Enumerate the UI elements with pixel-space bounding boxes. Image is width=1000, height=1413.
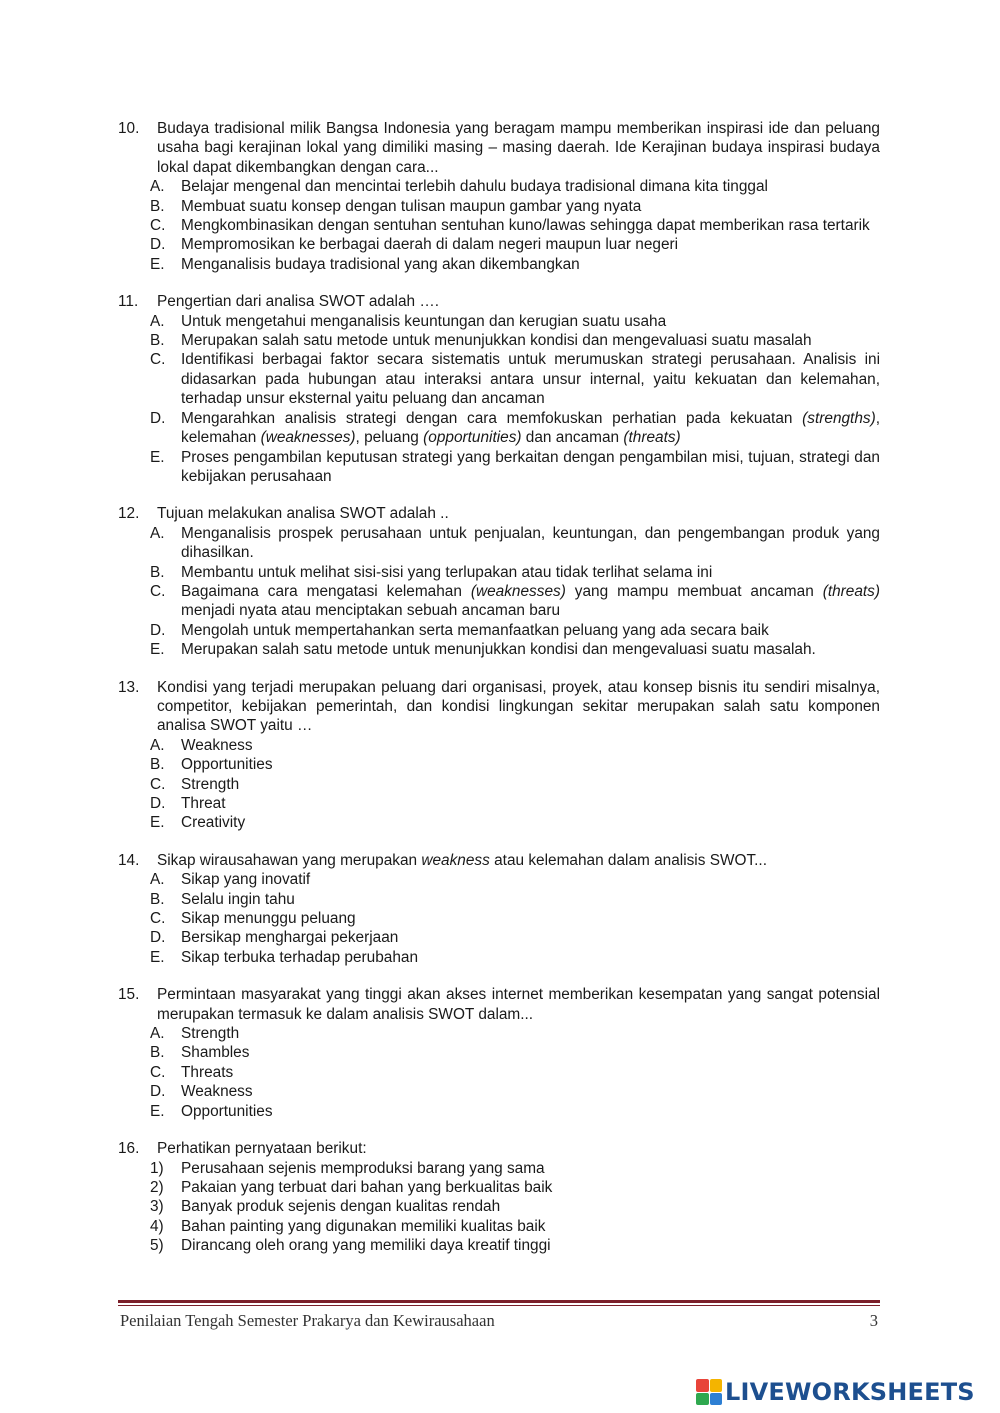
answer-options xyxy=(150,177,880,274)
answer-option[interactable] xyxy=(150,563,880,582)
text-run: Bagaimana cara mengatasi kelemahan xyxy=(181,582,471,600)
question-13 xyxy=(118,678,880,833)
text-run: Sikap wirausahawan yang merupakan xyxy=(157,851,422,869)
option-text: Merupakan salah satu metode untuk menunjukkan kondisi dan mengevaluasi suatu masalah xyxy=(181,332,812,350)
question-text: Tujuan melakukan analisa SWOT adalah .. xyxy=(157,505,449,523)
footer-title: Penilaian Tengah Semester Prakarya dan Kewirausahaan xyxy=(120,1311,495,1330)
option-letter: B. xyxy=(150,332,165,350)
brand-text: LIVEWORKSHEETS xyxy=(725,1378,975,1406)
question-11 xyxy=(118,292,880,486)
answer-option[interactable] xyxy=(150,255,880,274)
option-text: Perusahaan sejenis memproduksi barang yang sama xyxy=(181,1159,545,1177)
answer-options xyxy=(150,870,880,967)
option-letter: D. xyxy=(150,236,166,254)
answer-option[interactable] xyxy=(150,909,880,928)
text-run: , kelemahan xyxy=(181,409,880,447)
question-stem xyxy=(118,292,880,311)
answer-option[interactable] xyxy=(150,448,880,487)
liveworksheets-brand[interactable] xyxy=(696,1378,975,1406)
question-text xyxy=(157,851,880,870)
italic-term: (threats) xyxy=(822,582,880,600)
option-text: Sikap yang inovatif xyxy=(181,871,311,889)
option-letter: E. xyxy=(150,448,165,466)
option-letter: D. xyxy=(150,621,166,639)
question-12 xyxy=(118,504,880,659)
answer-options xyxy=(150,736,880,833)
answer-option[interactable] xyxy=(150,1102,880,1121)
option-text: Strength xyxy=(181,775,240,793)
option-letter: B. xyxy=(150,197,165,215)
answer-option[interactable] xyxy=(150,350,880,408)
answer-option[interactable] xyxy=(150,524,880,563)
answer-option[interactable] xyxy=(150,1063,880,1082)
footer-rule xyxy=(118,1300,880,1303)
answer-options xyxy=(150,1024,880,1121)
text-run: dan ancaman xyxy=(521,429,624,447)
question-text: Kondisi yang terjadi merupakan peluang dari organisasi, proyek, atau konsep bisnis itu sendiri misalnya, competitor, kebijakan pemerintah, dan kondisi lingkungan sekitar merupakan salah satu komponen analisa SWOT yaitu … xyxy=(157,678,880,735)
answer-option[interactable] xyxy=(150,775,880,794)
option-text: Identifikasi berbagai faktor secara sistematis untuk merumuskan strategi perusahaan. Analisis ini didasarkan pada hubungan atau interaksi antara unsur internal, yaitu kekuatan dan kelemahan, terhadap unsur eksternal yaitu peluang dan ancaman xyxy=(181,351,880,408)
option-letter: D. xyxy=(150,929,166,947)
option-letter: C. xyxy=(150,1063,166,1081)
answer-option[interactable] xyxy=(150,1178,880,1197)
option-text xyxy=(181,582,880,621)
option-text: Banyak produk sejenis dengan kualitas rendah xyxy=(181,1198,501,1216)
option-letter: 3) xyxy=(150,1198,164,1216)
option-text: Weakness xyxy=(181,1083,253,1101)
question-number: 16. xyxy=(118,1140,140,1158)
answer-option[interactable] xyxy=(150,197,880,216)
option-letter: 1) xyxy=(150,1159,164,1177)
question-15 xyxy=(118,985,880,1121)
option-letter: A. xyxy=(150,871,165,889)
answer-option[interactable] xyxy=(150,1236,880,1255)
option-letter: 5) xyxy=(150,1237,164,1255)
question-16 xyxy=(118,1139,880,1255)
option-letter: B. xyxy=(150,890,165,908)
question-number: 10. xyxy=(118,120,140,137)
option-text: Threats xyxy=(181,1063,234,1081)
italic-term: (threats) xyxy=(623,429,681,447)
option-letter: C. xyxy=(150,910,166,928)
option-text: Merupakan salah satu metode untuk menunjukkan kondisi dan mengevaluasi suatu masalah. xyxy=(181,641,816,659)
logo-tile xyxy=(710,1393,723,1406)
logo-tile xyxy=(710,1379,723,1392)
answer-option[interactable] xyxy=(150,409,880,448)
page-number: 3 xyxy=(869,1311,878,1330)
option-text: Membantu untuk melihat sisi-sisi yang terlupakan atau tidak terlihat selama ini xyxy=(181,563,713,581)
answer-option[interactable] xyxy=(150,928,880,947)
text-run: Mengarahkan analisis strategi dengan cara memfokuskan perhatian pada kekuatan xyxy=(181,409,803,427)
option-letter: D. xyxy=(150,795,166,812)
answer-options xyxy=(150,1159,880,1256)
question-10 xyxy=(118,119,880,274)
question-list xyxy=(118,119,880,1274)
answer-option[interactable] xyxy=(150,948,880,967)
option-letter: C. xyxy=(150,775,166,793)
option-letter: E. xyxy=(150,814,165,832)
option-letter: C. xyxy=(150,351,166,369)
answer-option[interactable] xyxy=(150,640,880,659)
option-text: Mempromosikan ke berbagai daerah di dalam negeri maupun luar negeri xyxy=(181,236,679,254)
option-text: Threat xyxy=(181,795,226,812)
question-text: Permintaan masyarakat yang tinggi akan akses internet memberikan kesempatan yang sangat potensial merupakan termasuk ke dalam analisis SWOT dalam... xyxy=(157,986,880,1023)
option-letter: C. xyxy=(150,582,166,600)
footer-rule-thin xyxy=(118,1305,880,1306)
text-run: atau kelemahan dalam analisis SWOT... xyxy=(489,851,767,869)
option-letter: E. xyxy=(150,255,165,273)
option-text: Pakaian yang terbuat dari bahan yang berkualitas baik xyxy=(181,1178,553,1196)
option-letter: E. xyxy=(150,1102,165,1120)
text-run: menjadi nyata atau menciptakan sebuah ancaman baru xyxy=(181,602,561,620)
answer-option[interactable] xyxy=(150,736,880,755)
text-run: , peluang xyxy=(355,429,424,447)
option-text: Sikap terbuka terhadap perubahan xyxy=(181,948,419,966)
answer-options xyxy=(150,312,880,487)
option-letter: B. xyxy=(150,563,165,581)
answer-option[interactable] xyxy=(150,216,880,235)
option-text: Bersikap menghargai pekerjaan xyxy=(181,929,399,947)
question-number: 14. xyxy=(118,851,140,869)
option-text: Menganalisis budaya tradisional yang akan dikembangkan xyxy=(181,255,580,273)
answer-option[interactable] xyxy=(150,870,880,889)
question-number: 13. xyxy=(118,678,140,696)
question-stem xyxy=(118,504,880,523)
text-run: yang mampu membuat ancaman xyxy=(565,582,823,600)
answer-option[interactable] xyxy=(150,1159,880,1178)
option-letter: C. xyxy=(150,217,166,235)
question-text: Pengertian dari analisa SWOT adalah …. xyxy=(157,293,440,311)
liveworksheets-logo-icon xyxy=(696,1379,722,1405)
answer-option[interactable] xyxy=(150,312,880,331)
option-text xyxy=(181,409,880,448)
italic-term: (opportunities) xyxy=(423,429,522,447)
option-text: Creativity xyxy=(181,814,246,832)
question-text: Perhatikan pernyataan berikut: xyxy=(157,1140,367,1158)
question-14 xyxy=(118,851,880,967)
option-letter: A. xyxy=(150,524,165,542)
logo-tile xyxy=(696,1379,709,1392)
option-letter: A. xyxy=(150,178,165,196)
italic-term: (weaknesses) xyxy=(260,429,356,447)
logo-tile xyxy=(696,1393,709,1406)
option-letter: D. xyxy=(150,1083,166,1101)
option-text: Strength xyxy=(181,1025,240,1043)
option-text: Untuk mengetahui menganalisis keuntungan dan kerugian suatu usaha xyxy=(181,312,667,330)
option-letter: D. xyxy=(150,409,166,427)
question-text: Budaya tradisional milik Bangsa Indonesia yang beragam mampu memberikan inspirasi ide dan peluang usaha bagi kerajinan lokal yang dimiliki masing – masing daerah. Ide Kerajinan budaya inspirasi budaya lokal dapat dikembangkan dengan cara... xyxy=(157,120,880,176)
option-text: Selalu ingin tahu xyxy=(181,890,295,908)
question-stem xyxy=(118,1139,880,1158)
answer-option[interactable] xyxy=(150,1197,880,1216)
answer-option[interactable] xyxy=(150,813,880,832)
option-letter: 2) xyxy=(150,1178,164,1196)
question-number: 11. xyxy=(118,293,139,311)
answer-option[interactable] xyxy=(150,755,880,774)
italic-term: weakness xyxy=(421,851,490,869)
option-letter: A. xyxy=(150,1025,165,1043)
option-letter: B. xyxy=(150,1044,165,1062)
question-stem xyxy=(118,119,880,177)
option-letter: A. xyxy=(150,736,165,754)
question-stem xyxy=(118,851,880,870)
option-text: Weakness xyxy=(181,736,253,754)
answer-option[interactable] xyxy=(150,621,880,640)
answer-option[interactable] xyxy=(150,1043,880,1062)
answer-option[interactable] xyxy=(150,235,880,254)
option-text: Mengkombinasikan dengan sentuhan sentuhan kuno/lawas sehingga dapat memberikan rasa tertarik xyxy=(181,217,870,235)
option-text: Opportunities xyxy=(181,756,273,774)
answer-option[interactable] xyxy=(150,1024,880,1043)
answer-options xyxy=(150,524,880,660)
option-text: Belajar mengenal dan mencintai terlebih dahulu budaya tradisional dimana kita tinggal xyxy=(181,178,768,196)
option-text: Shambles xyxy=(181,1044,250,1062)
answer-option[interactable] xyxy=(150,177,880,196)
option-text: Bahan painting yang digunakan memiliki kualitas baik xyxy=(181,1217,546,1235)
answer-option[interactable] xyxy=(150,890,880,909)
option-letter: E. xyxy=(150,948,165,966)
italic-term: (weaknesses) xyxy=(470,582,566,600)
question-number: 15. xyxy=(118,986,140,1004)
question-stem xyxy=(118,678,880,736)
option-text: Membuat suatu konsep dengan tulisan maupun gambar yang nyata xyxy=(181,197,642,215)
italic-term: (strengths) xyxy=(802,409,876,427)
option-text: Opportunities xyxy=(181,1102,273,1120)
option-text: Sikap menunggu peluang xyxy=(181,910,356,928)
question-number: 12. xyxy=(118,505,140,523)
option-text: Proses pengambilan keputusan strategi yang berkaitan dengan pengambilan misi, tujuan, strategi dan kebijakan perusahaan xyxy=(181,448,880,485)
answer-option[interactable] xyxy=(150,331,880,350)
option-letter: A. xyxy=(150,312,165,330)
question-stem xyxy=(118,985,880,1024)
option-letter: B. xyxy=(150,756,165,774)
option-letter: 4) xyxy=(150,1217,164,1235)
option-text: Menganalisis prospek perusahaan untuk penjualan, keuntungan, dan pengembangan produk yang dihasilkan. xyxy=(181,524,880,562)
answer-option[interactable] xyxy=(150,1082,880,1101)
answer-option[interactable] xyxy=(150,1217,880,1236)
option-letter: E. xyxy=(150,641,165,659)
option-text: Dirancang oleh orang yang memiliki daya kreatif tinggi xyxy=(181,1237,551,1255)
answer-option[interactable] xyxy=(150,582,880,621)
option-text: Mengolah untuk mempertahankan serta memanfaatkan peluang yang ada secara baik xyxy=(181,621,769,639)
answer-option[interactable] xyxy=(150,794,880,813)
